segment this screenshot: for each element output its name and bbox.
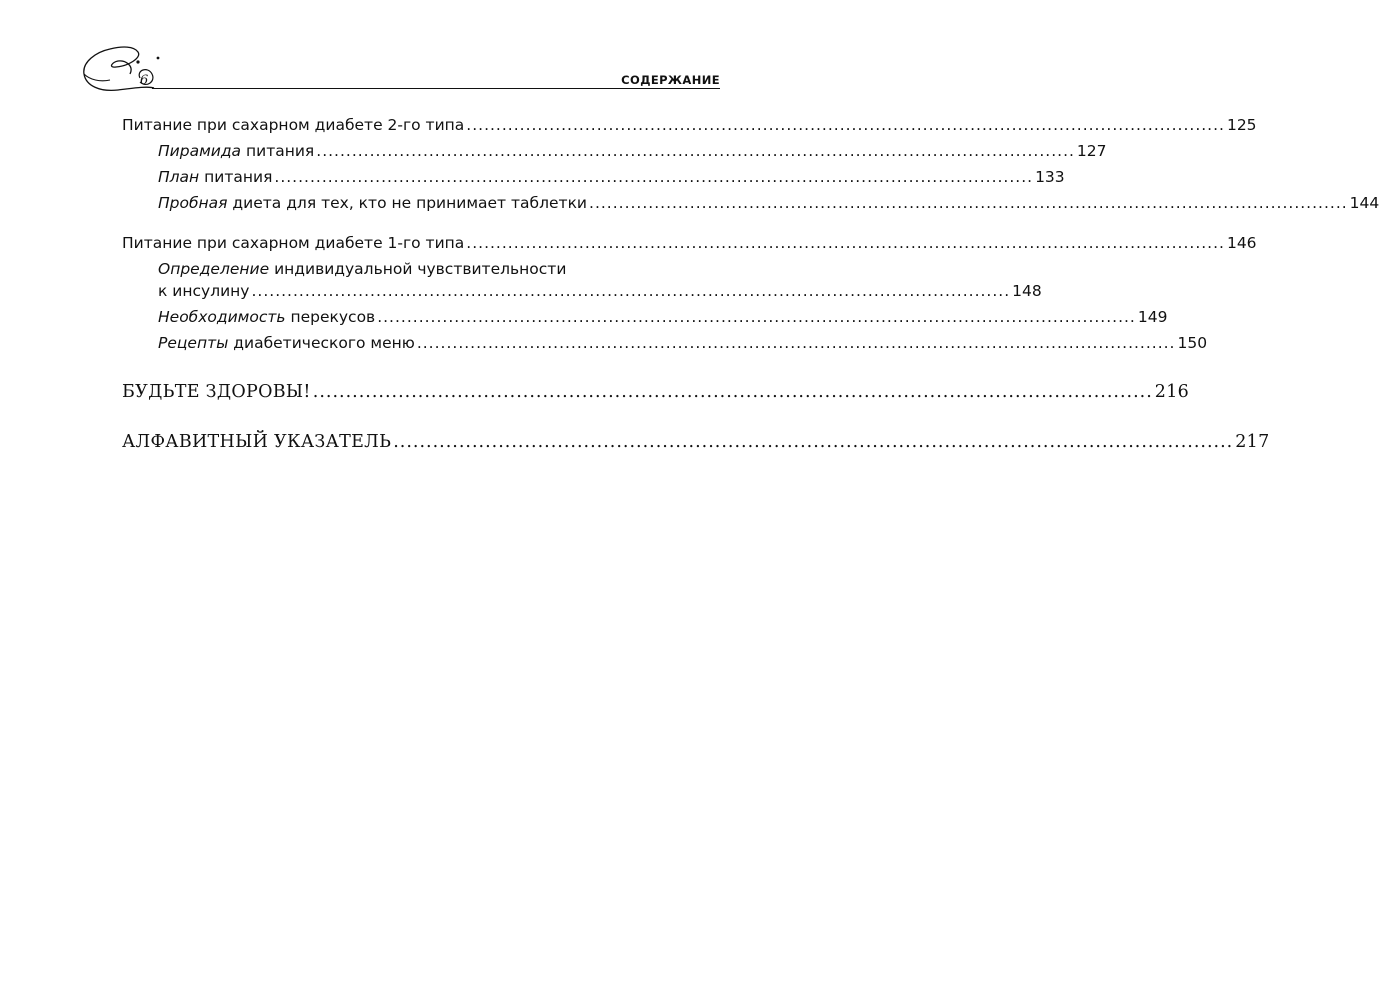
toc-page-number: 216: [1154, 382, 1190, 402]
toc-entry-title: АЛФАВИТНЫЙ УКАЗАТЕЛЬ: [122, 432, 392, 452]
toc-entry-title: питания: [241, 142, 315, 160]
leader-dots: ................................................................................................................................: [274, 168, 1034, 186]
toc-entry-title: Питание при сахарном диабете 1-го типа: [122, 234, 465, 252]
toc-entry-italic: Пирамида: [158, 142, 242, 160]
header-rule: [152, 88, 720, 89]
toc-entry-italic: Определение: [158, 260, 270, 278]
toc-entry-italic: Рецепты: [158, 334, 229, 352]
leader-dots: ................................................................................................................................: [377, 308, 1136, 326]
toc-entry-type2[interactable]: [122, 116, 1257, 144]
toc-entry-be-healthy[interactable]: [122, 382, 1190, 414]
toc-entry-recipes[interactable]: [122, 334, 1208, 362]
toc-entry-title: БУДЬТЕ ЗДОРОВЫ!: [122, 382, 311, 402]
toc-entry-title: индивидуальной чувствительности: [269, 260, 567, 278]
toc-entry-title: диабетического меню: [228, 334, 415, 352]
toc-entry-sensitivity-line1[interactable]: [122, 262, 710, 284]
toc-page-number: 127: [1076, 142, 1107, 160]
running-head: СОДЕРЖАНИЕ: [621, 73, 720, 87]
toc-page-number: 144: [1349, 194, 1379, 212]
leader-dots: ................................................................................................................................: [589, 194, 1348, 212]
leader-dots: ................................................................................................................................: [251, 282, 1011, 300]
toc-entry-title: питания: [199, 168, 273, 186]
toc-page-number: 148: [1012, 282, 1042, 300]
leader-dots: ................................................................................................................................: [312, 382, 1153, 402]
toc-page-number: 150: [1177, 334, 1208, 352]
toc-entry-sensitivity[interactable]: [122, 282, 1042, 310]
toc-entry-snacks[interactable]: [122, 308, 1168, 336]
leader-dots: ................................................................................................................................: [416, 334, 1176, 352]
leader-dots: ................................................................................................................................: [316, 142, 1075, 160]
toc-page-number: 146: [1226, 234, 1257, 252]
toc-entry-pyramid[interactable]: [122, 142, 1107, 170]
toc-entry-title: Питание при сахарном диабете 2-го типа: [122, 116, 465, 134]
toc-entry-italic: План: [158, 168, 200, 186]
toc-entry-italic: Пробная: [158, 194, 228, 212]
toc-entry-title: диета для тех, кто не принимает таблетки: [227, 194, 588, 212]
toc-page-number: 133: [1035, 168, 1065, 186]
toc-page-number: 149: [1137, 308, 1168, 326]
page-number: 6: [140, 73, 149, 88]
toc-entry-title-cont: к инсулину: [158, 282, 250, 300]
table-of-contents: [122, 116, 1379, 464]
toc-entry-trial-diet[interactable]: [122, 194, 1379, 222]
toc-entry-italic: Необходимость: [158, 308, 286, 326]
leader-dots: ................................................................................................................................: [393, 432, 1234, 452]
doodle-icon: [78, 40, 168, 102]
toc-entry-type1[interactable]: [122, 234, 1257, 262]
toc-entry-index[interactable]: [122, 432, 1270, 464]
toc-page-number: 217: [1235, 432, 1270, 452]
toc-entry-plan[interactable]: [122, 168, 1065, 196]
leader-dots: ................................................................................................................................: [466, 116, 1225, 134]
header-ornament: [78, 40, 168, 102]
toc-page-number: 125: [1226, 116, 1257, 134]
toc-entry-title: перекусов: [285, 308, 376, 326]
leader-dots: ................................................................................................................................: [466, 234, 1225, 252]
